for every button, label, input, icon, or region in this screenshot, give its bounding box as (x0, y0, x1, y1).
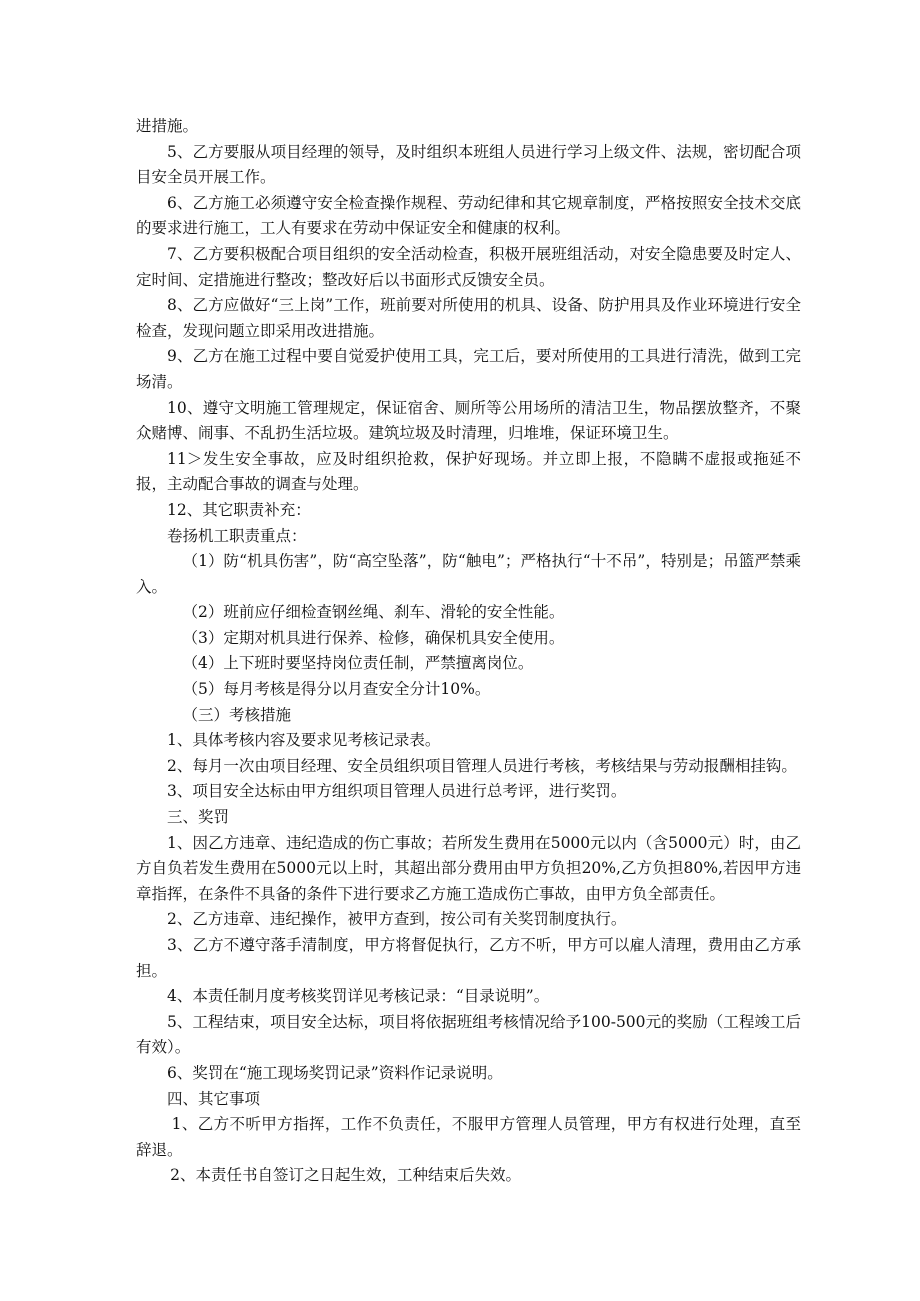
paragraph: 6、奖罚在“施工现场奖罚记录”资料作记录说明。 (167, 1063, 503, 1082)
paragraph: 进措施。 (136, 117, 199, 135)
paragraph: 8、乙方应做好“三上岗”工作，班前要对所使用的机具、设备、防护用具及作业环境进行安全检查，发现问题立即采用改进措施。 (136, 296, 801, 340)
paragraph: 卷扬机工职责重点： (167, 526, 307, 545)
paragraph: 10、遵守文明施工管理规定，保证宿舍、厕所等公用场所的清洁卫生，物品摆放整齐，不聚众赌博、闹事、不乱扔生活垃圾。建筑垃圾及时清理，归堆堆，保证环境卫生。 (136, 398, 801, 443)
section-heading: 三、奖罚 (167, 808, 230, 827)
paragraph: 1、具体考核内容及要求见考核记录表。 (167, 731, 441, 750)
paragraph: 2、每月一次由项目经理、安全员组织项目管理人员进行考核，考核结果与劳动报酬相挂钩。 (167, 756, 797, 775)
document-body (136, 114, 801, 1189)
section-heading: （三）考核措施 (182, 705, 292, 724)
paragraph: （2）班前应仔细检查钢丝绳、刹车、滑轮的安全性能。 (182, 603, 565, 622)
paragraph: 7、乙方要积极配合项目组织的安全活动检查，积极开展班组活动，对安全隐患要及时定人、定时间、定措施进行整改；整改好后以书面形式反馈安全员。 (136, 244, 801, 289)
paragraph: 1、因乙方违章、违纪造成的伤亡事故；若所发生费用在5000元以内（含5000元）时，由乙方自负若发生费用在5000元以上时，其超出部分费用由甲方负担20%,乙方负担80%,若因甲方违章指挥，在条件不具备的条件下进行要求乙方施工造成伤亡事故，由甲方负全部责任。 (136, 833, 801, 903)
paragraph: （1）防“机具伤害”，防“高空坠落”，防“触电”；严格执行“十不吊”，特别是；吊篮严禁乘入。 (136, 552, 801, 596)
paragraph: （3）定期对机具进行保养、检修，确保机具安全使用。 (182, 628, 565, 647)
paragraph: 5、乙方要服从项目经理的领导，及时组织本班组人员进行学习上级文件、法规，密切配合项目安全员开展工作。 (136, 142, 801, 187)
paragraph: 3、项目安全达标由甲方组织项目管理人员进行总考评，进行奖罚。 (167, 782, 627, 801)
paragraph: 4、本责任制月度考核奖罚详见考核记录：“目录说明”。 (167, 987, 550, 1006)
paragraph: 9、乙方在施工过程中要自觉爱护使用工具，完工后，要对所使用的工具进行清洗，做到工完场清。 (136, 347, 801, 391)
paragraph: 2、本责任书自签订之日起生效，工种结束后失效。 (170, 1166, 521, 1185)
paragraph: 12、其它职责补充： (167, 500, 311, 519)
paragraph: （5）每月考核是得分以月查安全分计10%。 (182, 680, 491, 699)
paragraph: 3、乙方不遵守落手清制度，甲方将督促执行，乙方不听，甲方可以雇人清理，费用由乙方承担。 (136, 936, 801, 980)
section-heading: 四、其它事项 (167, 1089, 261, 1108)
paragraph: 11＞发生安全事故，应及时组织抢救，保护好现场。并立即上报，不隐瞒不虚报或拖延不报，主动配合事故的调查与处理。 (136, 449, 801, 494)
paragraph: 5、工程结束，项目安全达标，项目将依据班组考核情况给予100-500元的奖励（工程竣工后有效）。 (136, 1012, 801, 1057)
paragraph: 2、乙方违章、违纪操作，被甲方查到，按公司有关奖罚制度执行。 (167, 910, 627, 929)
paragraph: 1、乙方不听甲方指挥，工作不负责任，不服甲方管理人员管理，甲方有权进行处理，直至辞退。 (136, 1115, 801, 1159)
paragraph: （4）上下班时要坚持岗位责任制，严禁擅离岗位。 (182, 654, 534, 673)
paragraph: 6、乙方施工必须遵守安全检查操作规程、劳动纪律和其它规章制度，严格按照安全技术交底的要求进行施工，工人有要求在劳动中保证安全和健康的权利。 (136, 193, 801, 238)
